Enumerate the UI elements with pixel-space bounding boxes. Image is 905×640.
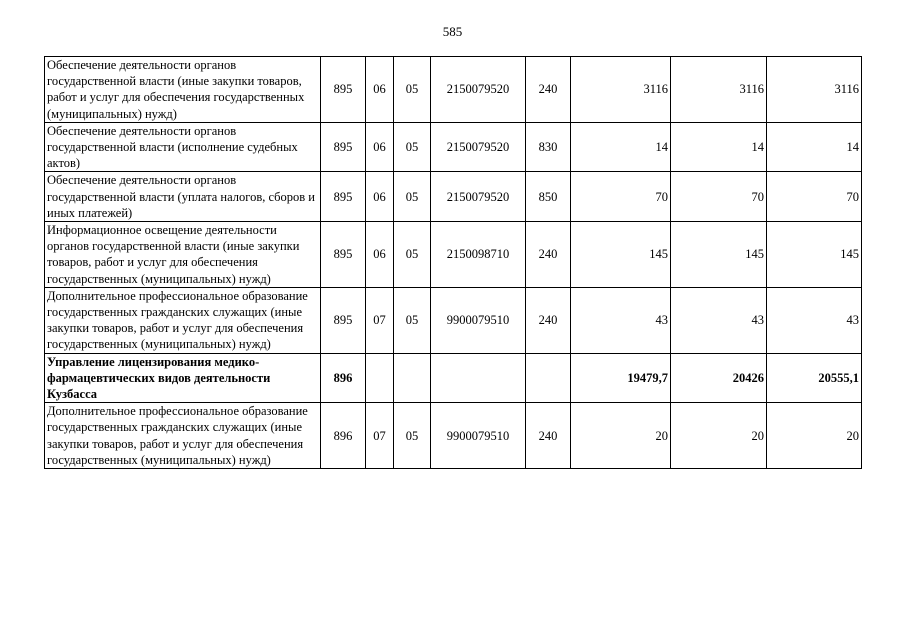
amount-year-1: 19479,7: [571, 353, 671, 403]
row-description: Управление лицензирования медико-фармацевтических видов деятельности Кузбасса: [45, 353, 321, 403]
amount-year-3: 20: [767, 403, 862, 469]
section-code: 07: [366, 287, 394, 353]
section-code: 07: [366, 403, 394, 469]
subsection-code: 05: [394, 172, 431, 222]
amount-year-1: 3116: [571, 57, 671, 123]
row-description: Обеспечение деятельности органов государственной власти (иные закупки товаров, работ и услуг для обеспечения государственных (муниципальных) нужд): [45, 57, 321, 123]
target-article-code: [431, 353, 526, 403]
table-row: [45, 287, 862, 353]
section-code: 06: [366, 172, 394, 222]
amount-year-1: 145: [571, 222, 671, 288]
expense-type-code: 830: [526, 122, 571, 172]
section-code: 06: [366, 122, 394, 172]
row-description: Обеспечение деятельности органов государственной власти (уплата налогов, сборов и иных платежей): [45, 172, 321, 222]
department-code: 895: [321, 172, 366, 222]
amount-year-2: 145: [671, 222, 767, 288]
expense-type-code: 240: [526, 403, 571, 469]
department-code: 895: [321, 287, 366, 353]
amount-year-3: 14: [767, 122, 862, 172]
target-article-code: 2150098710: [431, 222, 526, 288]
section-code: 06: [366, 222, 394, 288]
department-code: 895: [321, 222, 366, 288]
expense-type-code: 850: [526, 172, 571, 222]
amount-year-3: 3116: [767, 57, 862, 123]
page-number: 585: [442, 24, 463, 39]
table-body: [45, 57, 862, 469]
table-row: [45, 172, 862, 222]
amount-year-3: 145: [767, 222, 862, 288]
amount-year-1: 20: [571, 403, 671, 469]
amount-year-2: 43: [671, 287, 767, 353]
table-row: [45, 57, 862, 123]
subsection-code: [394, 353, 431, 403]
amount-year-3: 20555,1: [767, 353, 862, 403]
table-row: [45, 122, 862, 172]
subsection-code: 05: [394, 403, 431, 469]
table-row: [45, 353, 862, 403]
department-code: 895: [321, 57, 366, 123]
amount-year-1: 14: [571, 122, 671, 172]
section-code: 06: [366, 57, 394, 123]
amount-year-2: 70: [671, 172, 767, 222]
expense-type-code: 240: [526, 222, 571, 288]
target-article-code: 2150079520: [431, 172, 526, 222]
subsection-code: 05: [394, 57, 431, 123]
amount-year-3: 70: [767, 172, 862, 222]
amount-year-2: 3116: [671, 57, 767, 123]
department-code: 896: [321, 353, 366, 403]
row-description: Дополнительное профессиональное образование государственных гражданских служащих (иные закупки товаров, работ и услуг для обеспечения государственных (муниципальных) нужд): [45, 287, 321, 353]
expense-type-code: 240: [526, 57, 571, 123]
department-code: 896: [321, 403, 366, 469]
section-code: [366, 353, 394, 403]
subsection-code: 05: [394, 287, 431, 353]
amount-year-2: 14: [671, 122, 767, 172]
department-code: 895: [321, 122, 366, 172]
amount-year-2: 20426: [671, 353, 767, 403]
expense-type-code: [526, 353, 571, 403]
budget-table: [44, 56, 862, 469]
row-description: Дополнительное профессиональное образование государственных гражданских служащих (иные закупки товаров, работ и услуг для обеспечения государственных (муниципальных) нужд): [45, 403, 321, 469]
target-article-code: 9900079510: [431, 403, 526, 469]
target-article-code: 2150079520: [431, 122, 526, 172]
row-description: Обеспечение деятельности органов государственной власти (исполнение судебных актов): [45, 122, 321, 172]
table-row: [45, 222, 862, 288]
amount-year-2: 20: [671, 403, 767, 469]
amount-year-1: 43: [571, 287, 671, 353]
subsection-code: 05: [394, 222, 431, 288]
target-article-code: 2150079520: [431, 57, 526, 123]
amount-year-3: 43: [767, 287, 862, 353]
subsection-code: 05: [394, 122, 431, 172]
table-row: [45, 403, 862, 469]
row-description: Информационное освещение деятельности органов государственной власти (иные закупки товаров, работ и услуг для обеспечения государственных (муниципальных) нужд): [45, 222, 321, 288]
target-article-code: 9900079510: [431, 287, 526, 353]
expense-type-code: 240: [526, 287, 571, 353]
amount-year-1: 70: [571, 172, 671, 222]
